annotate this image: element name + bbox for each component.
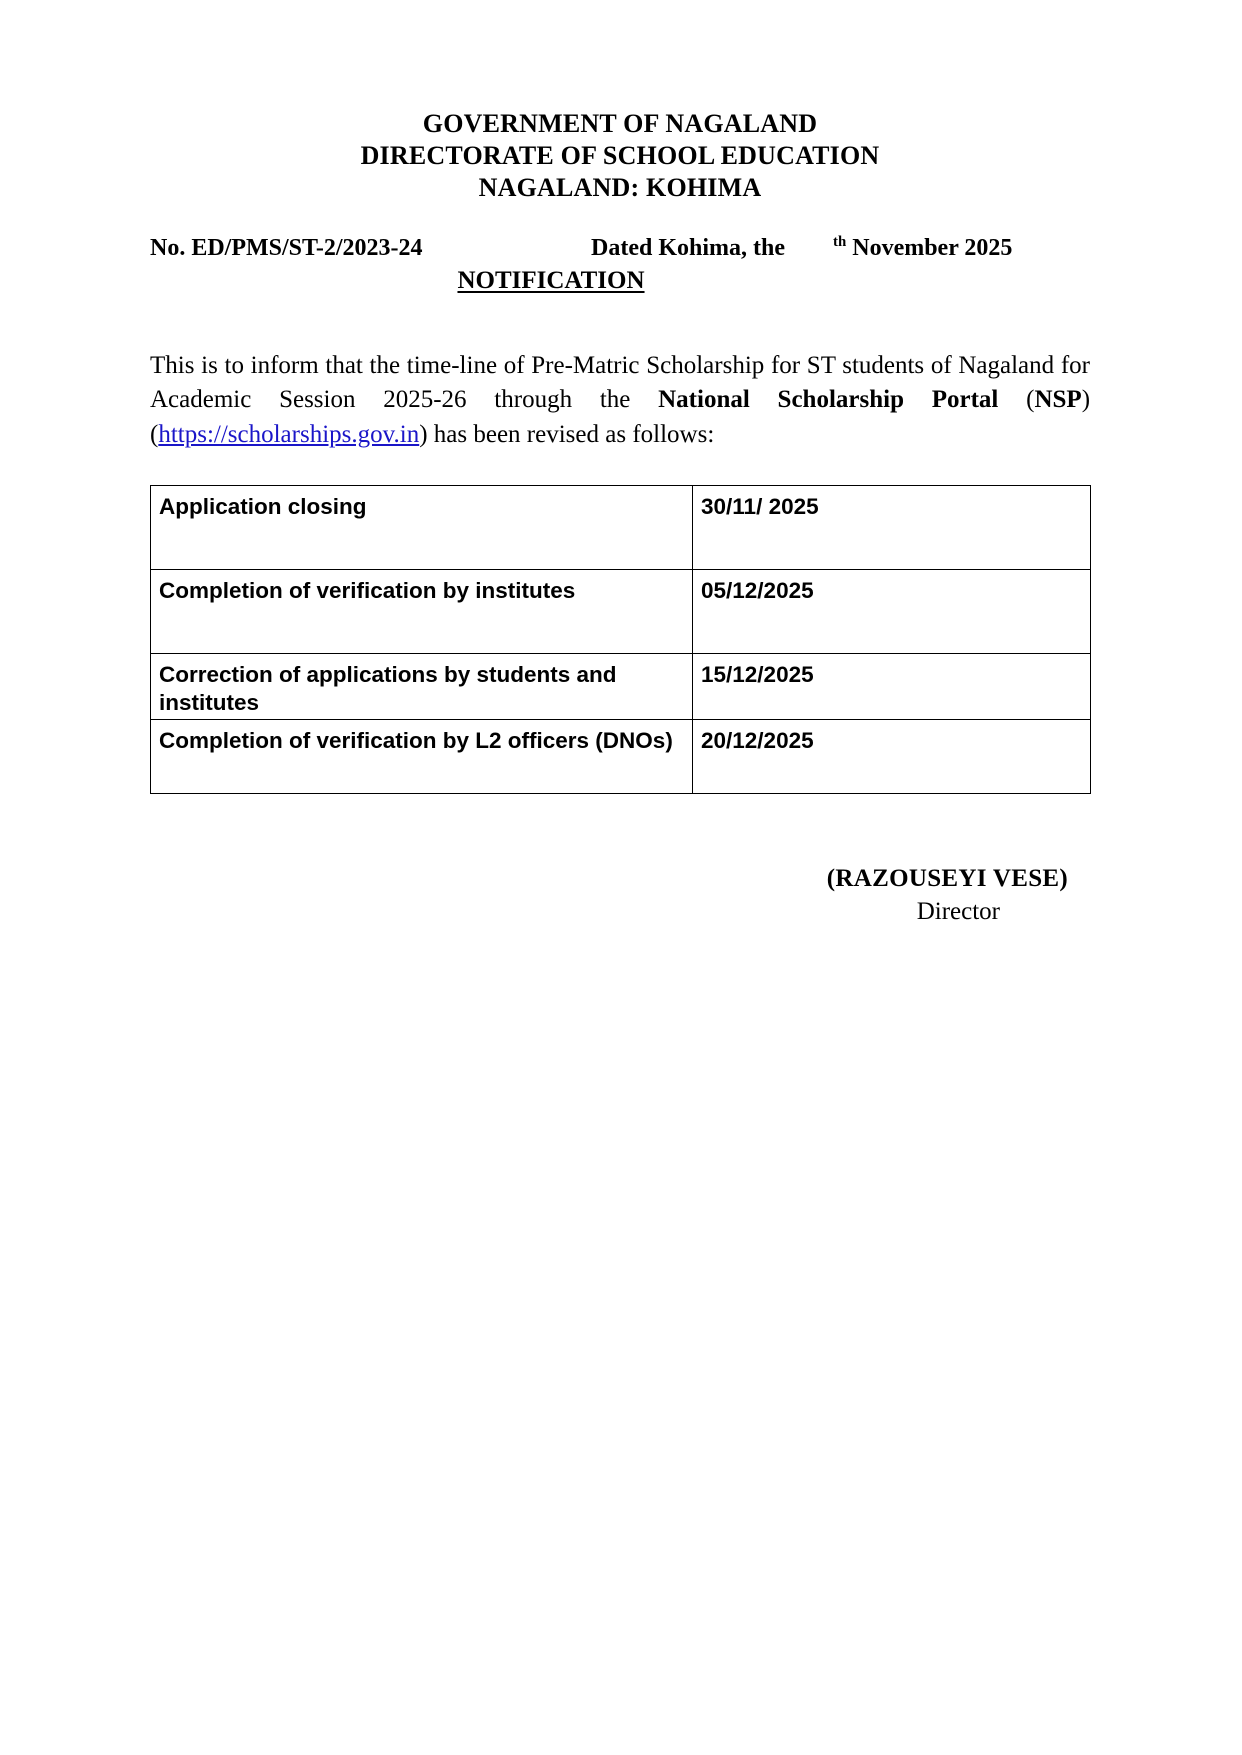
letterhead — [150, 108, 1090, 204]
letterhead-line-directorate: DIRECTORATE OF SCHOOL EDUCATION — [360, 140, 880, 170]
body-text-outro: ) has been revised as follows: — [419, 420, 715, 448]
portal-abbr: NSP — [1034, 386, 1082, 414]
timeline-activity-label: Completion of verification by L2 officers (DNOs) — [151, 720, 693, 794]
reference-line — [150, 235, 1090, 265]
scholarship-portal-link[interactable]: https://scholarships.gov.in — [158, 420, 420, 448]
timeline-activity-label: Correction of applications by students and institutes — [151, 654, 693, 720]
timeline-table — [150, 485, 1091, 794]
signatory-title: Director — [916, 898, 1000, 926]
notification-heading-wrap — [150, 267, 1090, 295]
timeline-activity-label: Application closing — [151, 486, 693, 570]
date-ordinal-suffix: th — [833, 233, 847, 250]
timeline-activity-label: Completion of verification by institutes — [151, 570, 693, 654]
body-paragraph — [150, 349, 1090, 453]
dated-line — [591, 235, 1012, 262]
portal-abbr-close: ) ( — [150, 386, 1091, 448]
table-row — [151, 720, 1091, 794]
timeline-date-value: 30/11/ 2025 — [693, 486, 1091, 570]
portal-abbr-open: ( — [998, 386, 1035, 414]
reference-number: No. ED/PMS/ST-2/2023-24 — [150, 234, 423, 261]
letterhead-line-location: NAGALAND: KOHIMA — [478, 172, 762, 202]
signatory-name: (RAZOUSEYI VESE) — [826, 865, 1068, 893]
table-row — [151, 654, 1091, 720]
portal-name: National Scholarship Portal — [658, 386, 999, 414]
signature-block — [150, 862, 1090, 928]
timeline-date-value: 20/12/2025 — [693, 720, 1091, 794]
dated-prefix: Dated Kohima, the — [591, 234, 785, 261]
table-row — [151, 486, 1091, 570]
timeline-date-value: 15/12/2025 — [693, 654, 1091, 720]
notification-heading: NOTIFICATION — [457, 266, 645, 294]
body-text-intro: This is to inform that the time-line of Pre-Matric Scholarship for ST students of Nagaland for Academic Session 2025-26 through the — [150, 351, 1090, 414]
letterhead-line-government: GOVERNMENT OF NAGALAND — [422, 109, 818, 138]
timeline-date-value: 05/12/2025 — [693, 570, 1091, 654]
document-content — [150, 0, 1090, 928]
table-row — [151, 570, 1091, 654]
date-month-year: November 2025 — [852, 234, 1013, 261]
